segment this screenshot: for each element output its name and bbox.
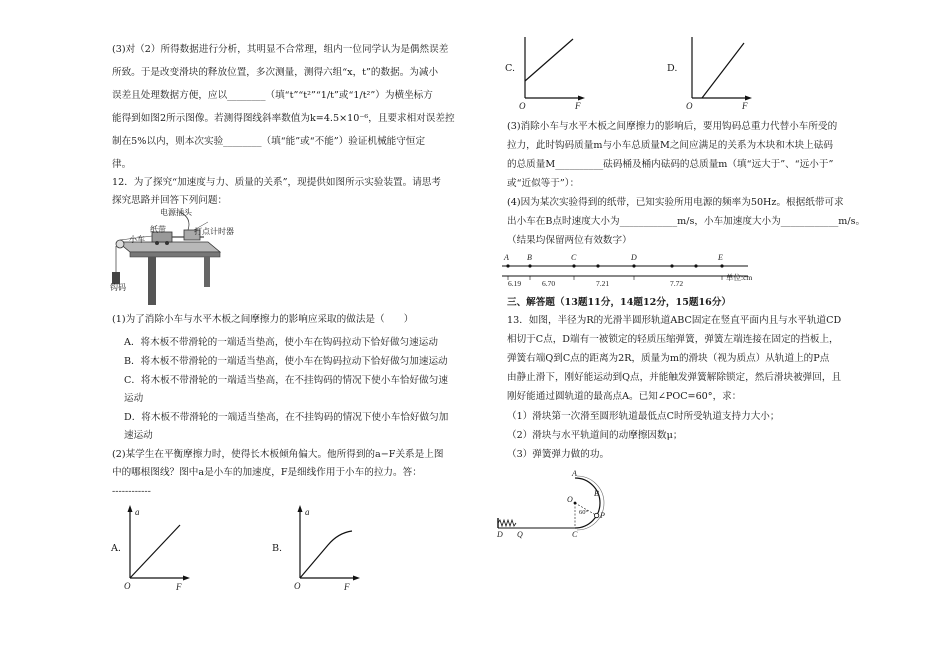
graph-c [515,33,595,113]
graph-b-axis-f: F [344,582,350,592]
p3-line-5: 制在5%以内，则本次实验________（填“能”或“不能”）验证机械能守恒定 [112,136,426,147]
graph-d [682,33,762,113]
graph-b-axis-a: a [305,507,310,517]
graph-c-label: C. [505,63,516,74]
q13-sub-3: （3）弹簧弹力做的功。 [507,449,610,460]
q12-3-line-1: (3)消除小车与水平木板之间摩擦力的影响后，要用钩码总重力代替小车所受的 [507,121,838,132]
tape-distance-cd: 7.21 [596,279,610,288]
track-label-b: B [594,489,599,498]
tape-distance-de: 7.72 [670,279,684,288]
q12-4-line-2: 出小车在B点时速度大小为____________m/s，小车加速度大小为____________m/s。 [507,216,866,227]
q12-line-1: 12．为了探究“加速度与力、质量的关系”，现提供如图所示实验装置。请思考 [112,177,442,188]
graph-a [120,503,200,593]
label-tape: 纸带 [150,225,166,234]
paper-tape-figure [500,250,790,290]
label-plug: 电源插头 [160,208,192,217]
graph-b-label: B. [272,543,283,554]
q13-line-5: 刚好能通过圆轨道的最高点A。已知∠POC=60°，求： [507,391,742,402]
graph-a-origin: O [124,581,131,591]
q12-1-option-a: A．将木板不带滑轮的一端适当垫高，使小车在钩码拉动下恰好做匀速运动 [124,337,438,348]
q13-sub-1: （1）滑块第一次滑至圆形轨道最低点C时所受轨道支持力大小； [507,411,780,422]
graph-b-origin: O [294,581,301,591]
section-3-heading: 三、解答题（13题11分，14题12分，15题16分） [507,297,732,308]
p3-line-1: (3)对（2）所得数据进行分析，其明显不合常理，组内一位同学认为是偶然误差 [112,44,449,55]
q12-1-option-c-cont: 运动 [124,393,144,404]
q12-2-answer-blank: ------------ [112,486,151,497]
track-figure [495,468,615,538]
graph-a-axis-a: a [135,507,140,517]
graph-c-axis-f: F [575,101,581,111]
q13-line-2: 相切于C点，D端有一被锁定的轻质压缩弹簧，弹簧左端连接在固定的挡板上， [507,334,839,345]
q12-1-option-d: D．将木板不带滑轮的一端适当垫高，在不挂钩码的情况下使小车恰好做匀加 [124,412,449,423]
track-label-q: Q [517,530,523,539]
tape-unit: 单位:cm [726,273,753,282]
p3-line-6: 律。 [112,159,132,170]
graph-a-axis-f: F [176,582,182,592]
p3-line-4: 能得到如图2所示图像。若测得图线斜率数值为k=4.5×10⁻⁶，且要求相对误差控 [112,113,455,124]
q12-1-option-b: B．将木板不带滑轮的一端适当垫高，使小车在钩码拉动下恰好做匀加速运动 [124,356,448,367]
q12-3-line-4: 或“近似等于”）： [507,178,580,189]
q13-line-4: 由静止滑下，刚好能运动到Q点，并能触发弹簧解除锁定，然后滑块被弹回，且 [507,372,842,383]
q12-line-2: 探究思路并回答下列问题： [112,195,228,206]
track-label-d: D [497,530,503,539]
tape-point-a: A [504,253,509,262]
track-label-a: A [572,469,577,478]
label-weight: 钩码 [110,283,126,292]
graph-d-axis-f: F [742,101,748,111]
q13-sub-2: （2）滑块与水平轨道间的动摩擦因数μ； [507,430,683,441]
label-cart: 小车 [129,235,145,244]
track-label-o: O [567,495,573,504]
q13-line-3: 弹簧右端Q到C点的距离为2R，质量为m的滑块（视为质点）从轨道上的P点 [507,353,830,364]
q12-2-line-2: 中的哪根图线？图中a是小车的加速度，F是细线作用于小车的拉力。答： [112,467,422,478]
q12-4-line-3: （结果均保留两位有效数字） [507,235,632,246]
apparatus-figure [108,208,228,308]
graph-d-origin: O [686,101,693,111]
q12-1-stem: (1)为了消除小车与水平木板之间摩擦力的影响应采取的做法是（ ） [112,314,414,325]
p3-line-3: 误差且处理数据方便，应以________（填“t”“t²”“1/t”或“1/t²”）为横坐标方 [112,90,433,101]
tape-distance-bc: 6.70 [542,279,556,288]
tape-point-d: D [631,253,637,262]
track-label-c: C [572,530,578,539]
q12-1-option-d-cont: 速运动 [124,430,153,441]
tape-point-e: E [718,253,723,262]
label-timer: 打点计时器 [194,227,234,236]
tape-point-c: C [571,253,577,262]
graph-d-label: D. [667,63,678,74]
graph-a-label: A. [111,543,121,554]
tape-distance-ab: 6.19 [508,279,522,288]
p3-line-2: 所致。于是改变滑块的释放位置，多次测量，测得六组“x，t”的数据。为减小 [112,67,439,78]
q12-3-line-2: 拉力，此时钩码质量m与小车总质量M之间应满足的关系为木块和木块上砝码 [507,140,833,151]
graph-c-origin: O [519,101,526,111]
q13-line-1: 13．如图，半径为R的光滑半圆形轨道ABC固定在竖直平面内且与水平轨道CD [507,315,842,326]
q12-4-line-1: (4)因为某次实验得到的纸带，已知实验所用电源的频率为50Hz。根据纸带可求 [507,197,844,208]
q12-1-option-c: C．将木板不带滑轮的一端适当垫高，在不挂钩码的情况下使小车恰好做匀速 [124,375,448,386]
tape-point-b: B [527,253,532,262]
q12-3-line-3: 的总质量M__________砝码桶及桶内砝码的总质量m（填“远大于”、“远小于” [507,159,834,170]
track-label-p: P [600,511,605,520]
track-label-angle: 60° [579,509,589,516]
graph-b [290,503,370,593]
q12-2-line-1: (2)某学生在平衡摩擦力时，使得长木板倾角偏大。他所得到的a−F关系是上图 [112,449,444,460]
